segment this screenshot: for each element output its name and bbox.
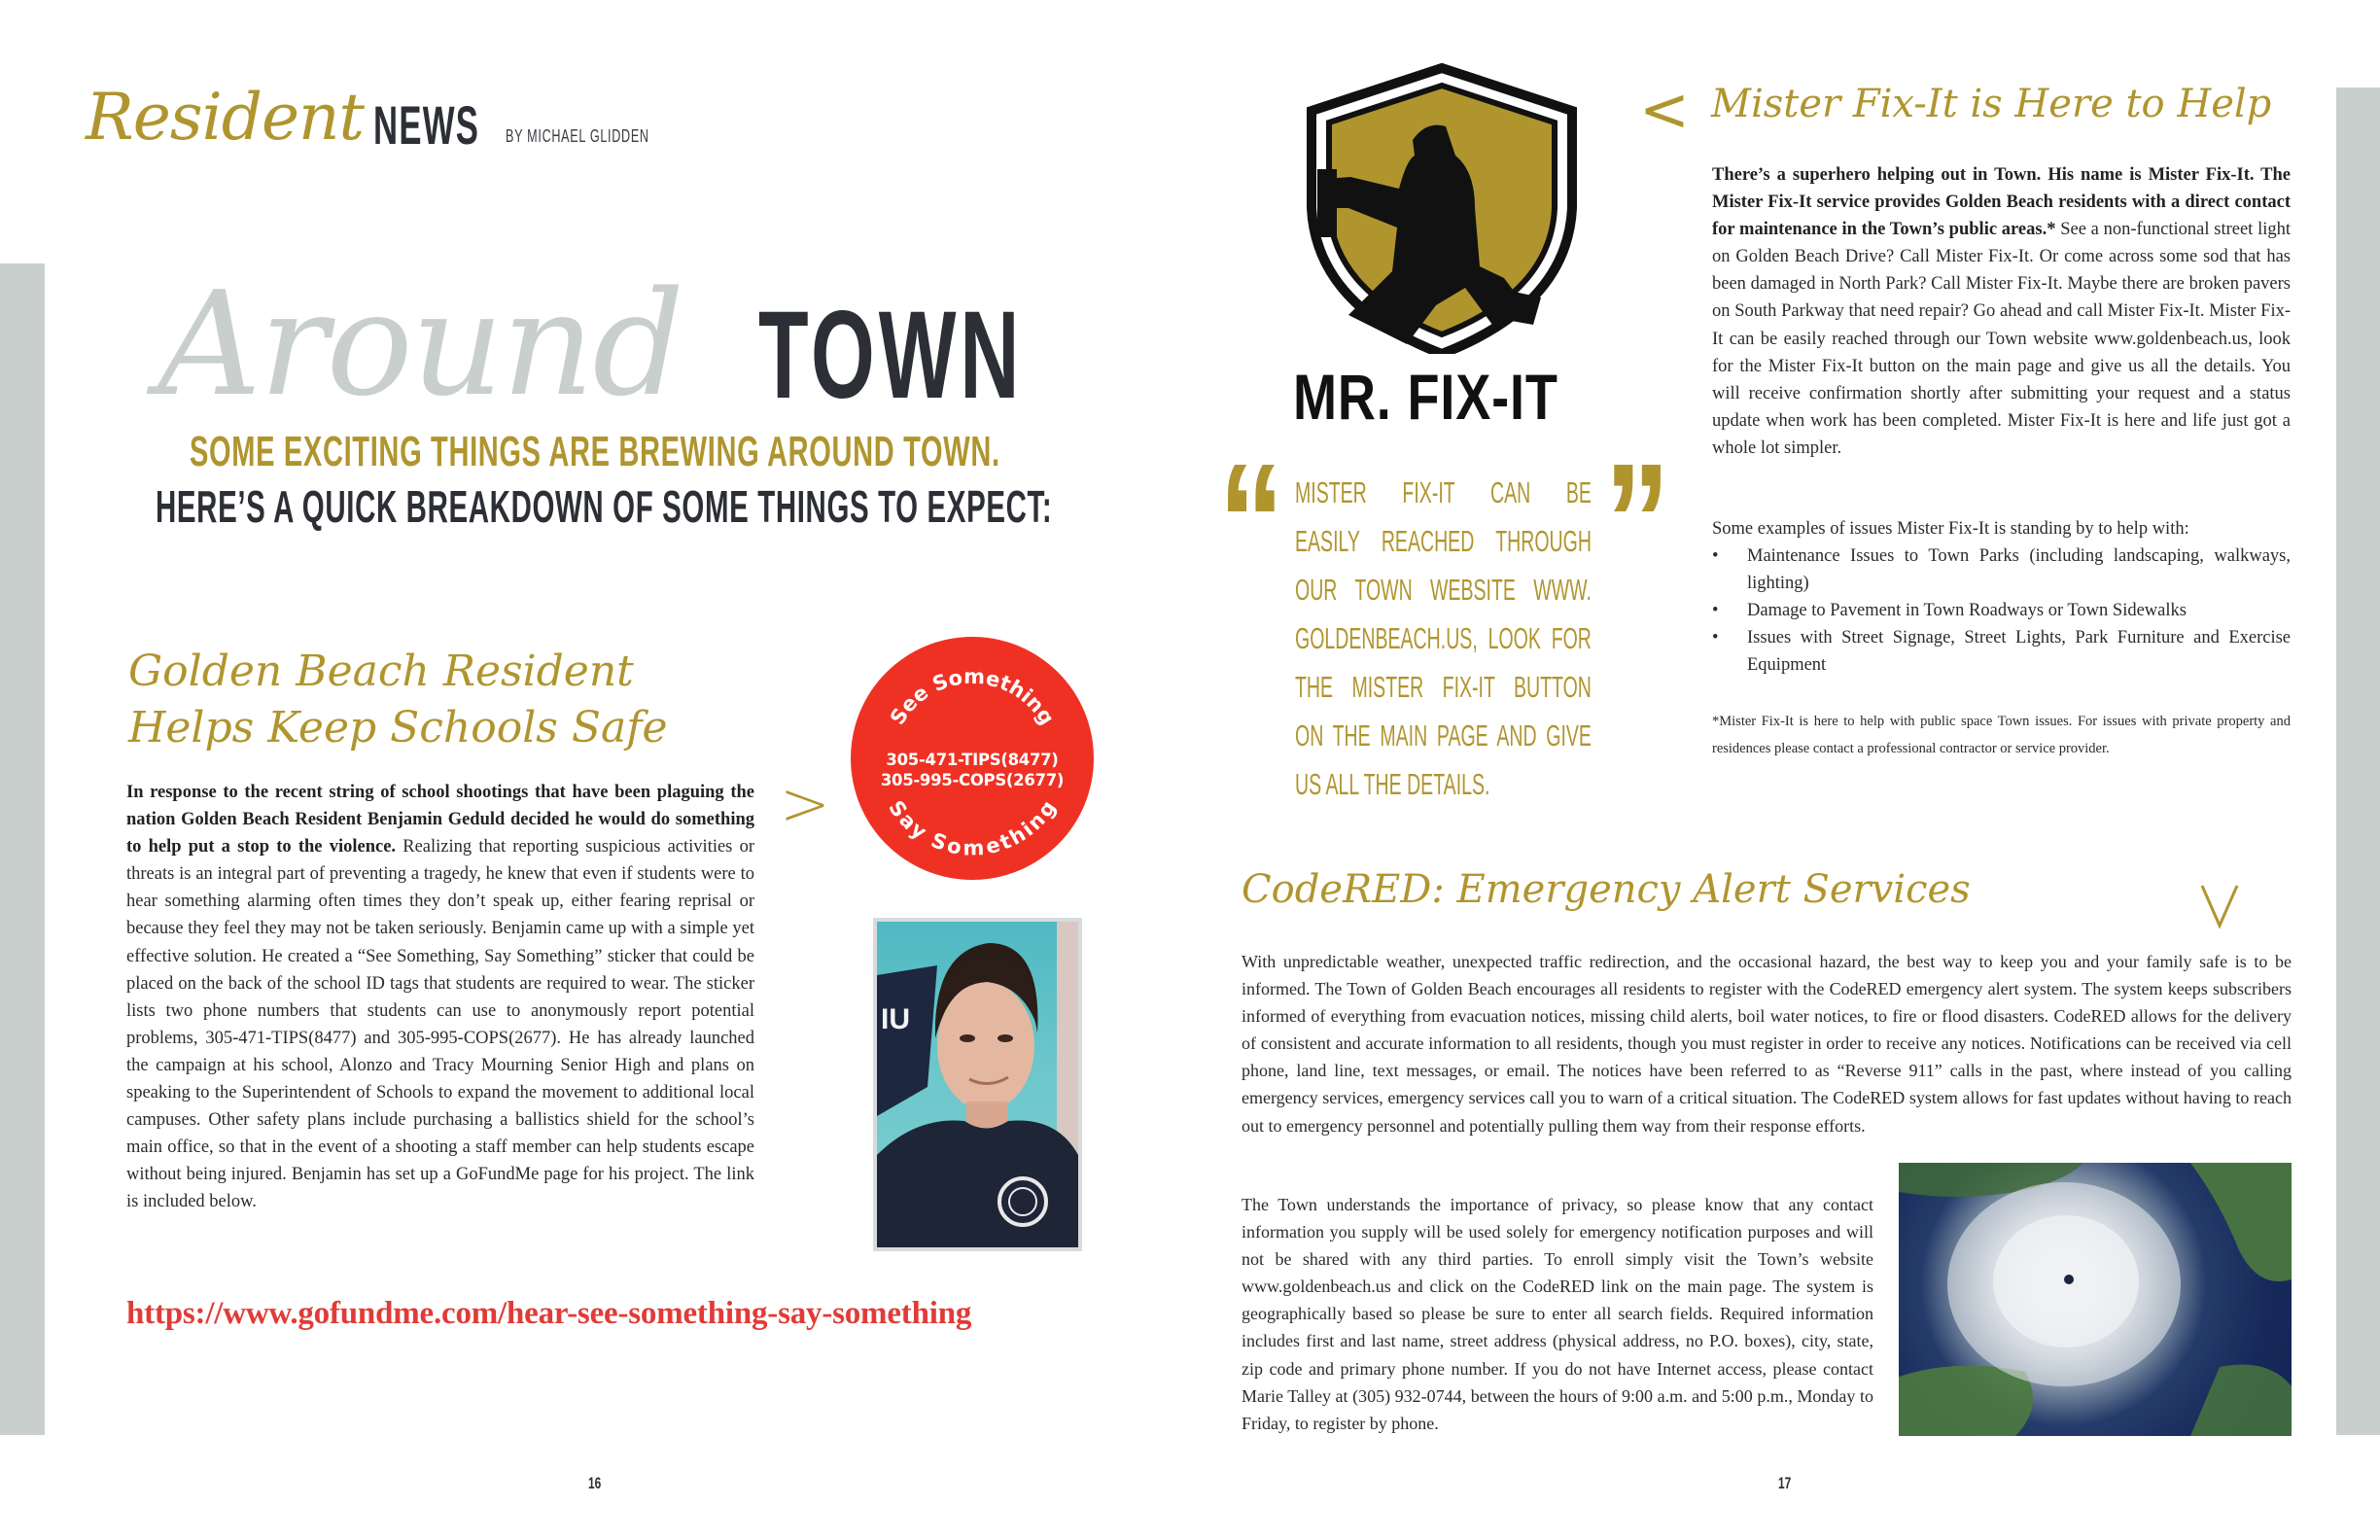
article-body-text: Realizing that reporting suspicious activities or threats is an integral part of preventing a tragedy, he knew that even if students were to hear something alarming often times they don’t speak up, either fearing reprisal or because they feel they may not be taken seriously. Benjamin came up with a simple yet effective solution. He created a “See Something, Say Something” sticker that could be placed on the back of the school ID tags that students are required to wear. The sticker lists two phone numbers that students can use to anonymously report potential problems, 305-471-TIPS(8477) and 305-995-COPS(2677). He has already launched the campaign at his school, Alonzo and Tracy Mourning Senior High and plans on speaking to the Superintendent of Schools to expand the movement to additional local campuses. Other safety plans include purchasing a ballistics shield for the school’s main office, so that in the event of a shooting a staff member can help students escape without being injured. Benjamin has set up a GoFundMe page for his project. The link is included below. [126,837,754,1212]
mister-fixit-footnote: *Mister Fix-It is here to help with public space Town issues. For issues with private property and residences please contact a professional contractor or service provider. [1712,714,2291,756]
gofundme-link[interactable]: https://www.gofundme.com/hear-see-something-say-something [126,1296,972,1331]
feature-title-bold: TOWN [758,286,1024,425]
codered-heading: CodeRED: Emergency Alert Services [1242,867,1971,912]
right-margin-strip [2336,88,2380,1435]
codered-privacy-text: The Town understands the importance of privacy, so please know that any contact information you supply will be used solely for emergency notification purposes and will not be shared with any third parties. To enroll simply visit the Town’s website www.goldenbeach.us and click on the CodeRED link on the main page. The system is geographically based so please be sure to enter all search fields. Required information includes first and last name, street address (physical address, no P.O. boxes), city, state, zip code and primary phone number. If you do not have Internet access, please contact Marie Talley at (305) 932-0744, between the hours of 9:00 a.m. and 5:00 p.m., Monday to Friday, to register by phone. [1242,1195,1873,1433]
byline: BY MICHAEL GLIDDEN [506,126,649,146]
svg-text:Say Something [884,796,1061,859]
svg-text:See Something [886,665,1059,729]
pull-quote-line: OUR TOWN WEBSITE WWW. [1295,573,1592,607]
sticker-phone-2: 305-995-COPS(2677) [880,771,1065,789]
chevron-down-icon [2199,883,2240,929]
article-body [126,779,754,1216]
article-heading [128,644,668,756]
feature-subtitle-2: HERE’S A QUICK BREAKDOWN OF SOME THINGS TO EXPECT: [156,481,1053,532]
sticker-phone-numbers [851,750,1094,790]
feature-title-script: Around [158,261,683,428]
svg-text:IU: IU [881,1003,910,1035]
student-portrait-image [877,922,1078,1247]
examples-list [1712,542,2291,679]
arrow-left-icon: < [1639,74,1690,145]
close-quote-icon: ” [1604,430,1670,614]
see-something-sticker [851,637,1094,880]
mister-fixit-lead: There’s a superhero helping out in Town. His name is Mister Fix-It. The Mister Fix-It service provides Golden Beach residents with a direct contact for maintenance in the Town’s public areas.* [1712,165,2291,240]
feature-subtitle-1: SOME EXCITING THINGS ARE BREWING AROUND TOWN. [190,428,1000,475]
article-heading-line-2: Helps Keep Schools Safe [128,703,668,752]
shield-worker-icon [1290,62,1593,354]
article-lead: In response to the recent string of school shootings that have been plaguing the nation Golden Beach Resident Benjamin Geduld decided he would do something to help put a stop to the violence. [126,783,754,858]
mister-fixit-body [1712,161,2291,462]
section-header-script: Resident [86,80,365,155]
pull-quote-line: MISTER FIX-IT CAN BE [1295,475,1592,509]
mr-fix-it-wordmark: MR. FIX-IT [1293,361,1558,433]
student-photo [873,918,1082,1251]
examples-intro: Some examples of issues Mister Fix-It is standing by to help with: [1712,519,2189,539]
pull-quote-line: US ALL THE DETAILS. [1295,767,1490,801]
mister-fixit-examples [1712,515,2291,680]
hurricane-illustration [1899,1163,2292,1436]
open-quote-icon: “ [1218,430,1284,614]
pull-quote-line: ON THE MAIN PAGE AND GIVE [1295,718,1592,752]
hurricane-satellite-image [1899,1163,2292,1436]
pull-quote-line: EASILY REACHED THROUGH [1295,524,1592,558]
article-heading-line-1: Golden Beach Resident [128,647,634,696]
sticker-phone-1: 305-471-TIPS(8477) [886,751,1059,769]
left-margin-strip [0,263,45,1435]
mister-fixit-body-text: See a non-functional street light on Golden Beach Drive? Call Mister Fix-It. Or come across some sod that has been damaged in North Park? Call Mister Fix-It. Maybe there are broken pavers on South Parkway that need repair? Go ahead and call Mister Fix-It. Mister Fix-It can be easily reached through our Town website www.goldenbeach.us, look for the Mister Fix-It button on the main page and give us all the details. You will receive confirmation shortly after submitting your request and a status update when work has been completed. Mister Fix-It is here and life just got a whole lot simpler. [1712,220,2291,458]
example-item: • Issues with Street Signage, Street Lights, Park Furniture and Exercise Equipment [1712,624,2291,679]
example-item: • Maintenance Issues to Town Parks (including landscaping, walkways, lighting) [1712,542,2291,597]
portrait-illustration [877,922,1078,1247]
pull-quote-line: THE MISTER FIX-IT BUTTON [1295,670,1592,704]
page-number-right: 17 [1778,1474,1792,1492]
sticker-top-text: See Something [885,664,1060,729]
pull-quote [1295,469,1591,809]
page-number-left: 16 [588,1474,602,1492]
sticker-bottom-text: Say Something [884,796,1061,860]
section-header-bold: NEWS [373,94,480,156]
mister-fixit-heading: Mister Fix-It is Here to Help [1711,82,2272,126]
pull-quote-line: GOLDENBEACH.US, LOOK FOR [1295,621,1592,655]
arrow-right-icon: > [780,768,830,839]
example-item: • Damage to Pavement in Town Roadways or Town Sidewalks [1712,597,2291,624]
codered-body: With unpredictable weather, unexpected traffic redirection, and the occasional hazard, the best way to keep you and your family safe is to be informed. The Town of Golden Beach encourages all residents to register with the CodeRED emergency alert system. The system keeps subscribers informed of everything from evacuation notices, missing child alerts, boil water notices, to fire or flood disasters. CodeRED allows for the delivery of consistent and accurate information to all residents, though you must register in order to receive any notices. Notifications can be received via cell phone, land line, text messages, or email. The notices have been referred to as “Reverse 911” calls in the past, where instead of you calling emergency services, emergency services call you to warn of a critical situation. The CodeRED system allows for fast updates without having to reach out to emergency personnel and potentially pulling them way from their response efforts. [1242,952,2292,1136]
